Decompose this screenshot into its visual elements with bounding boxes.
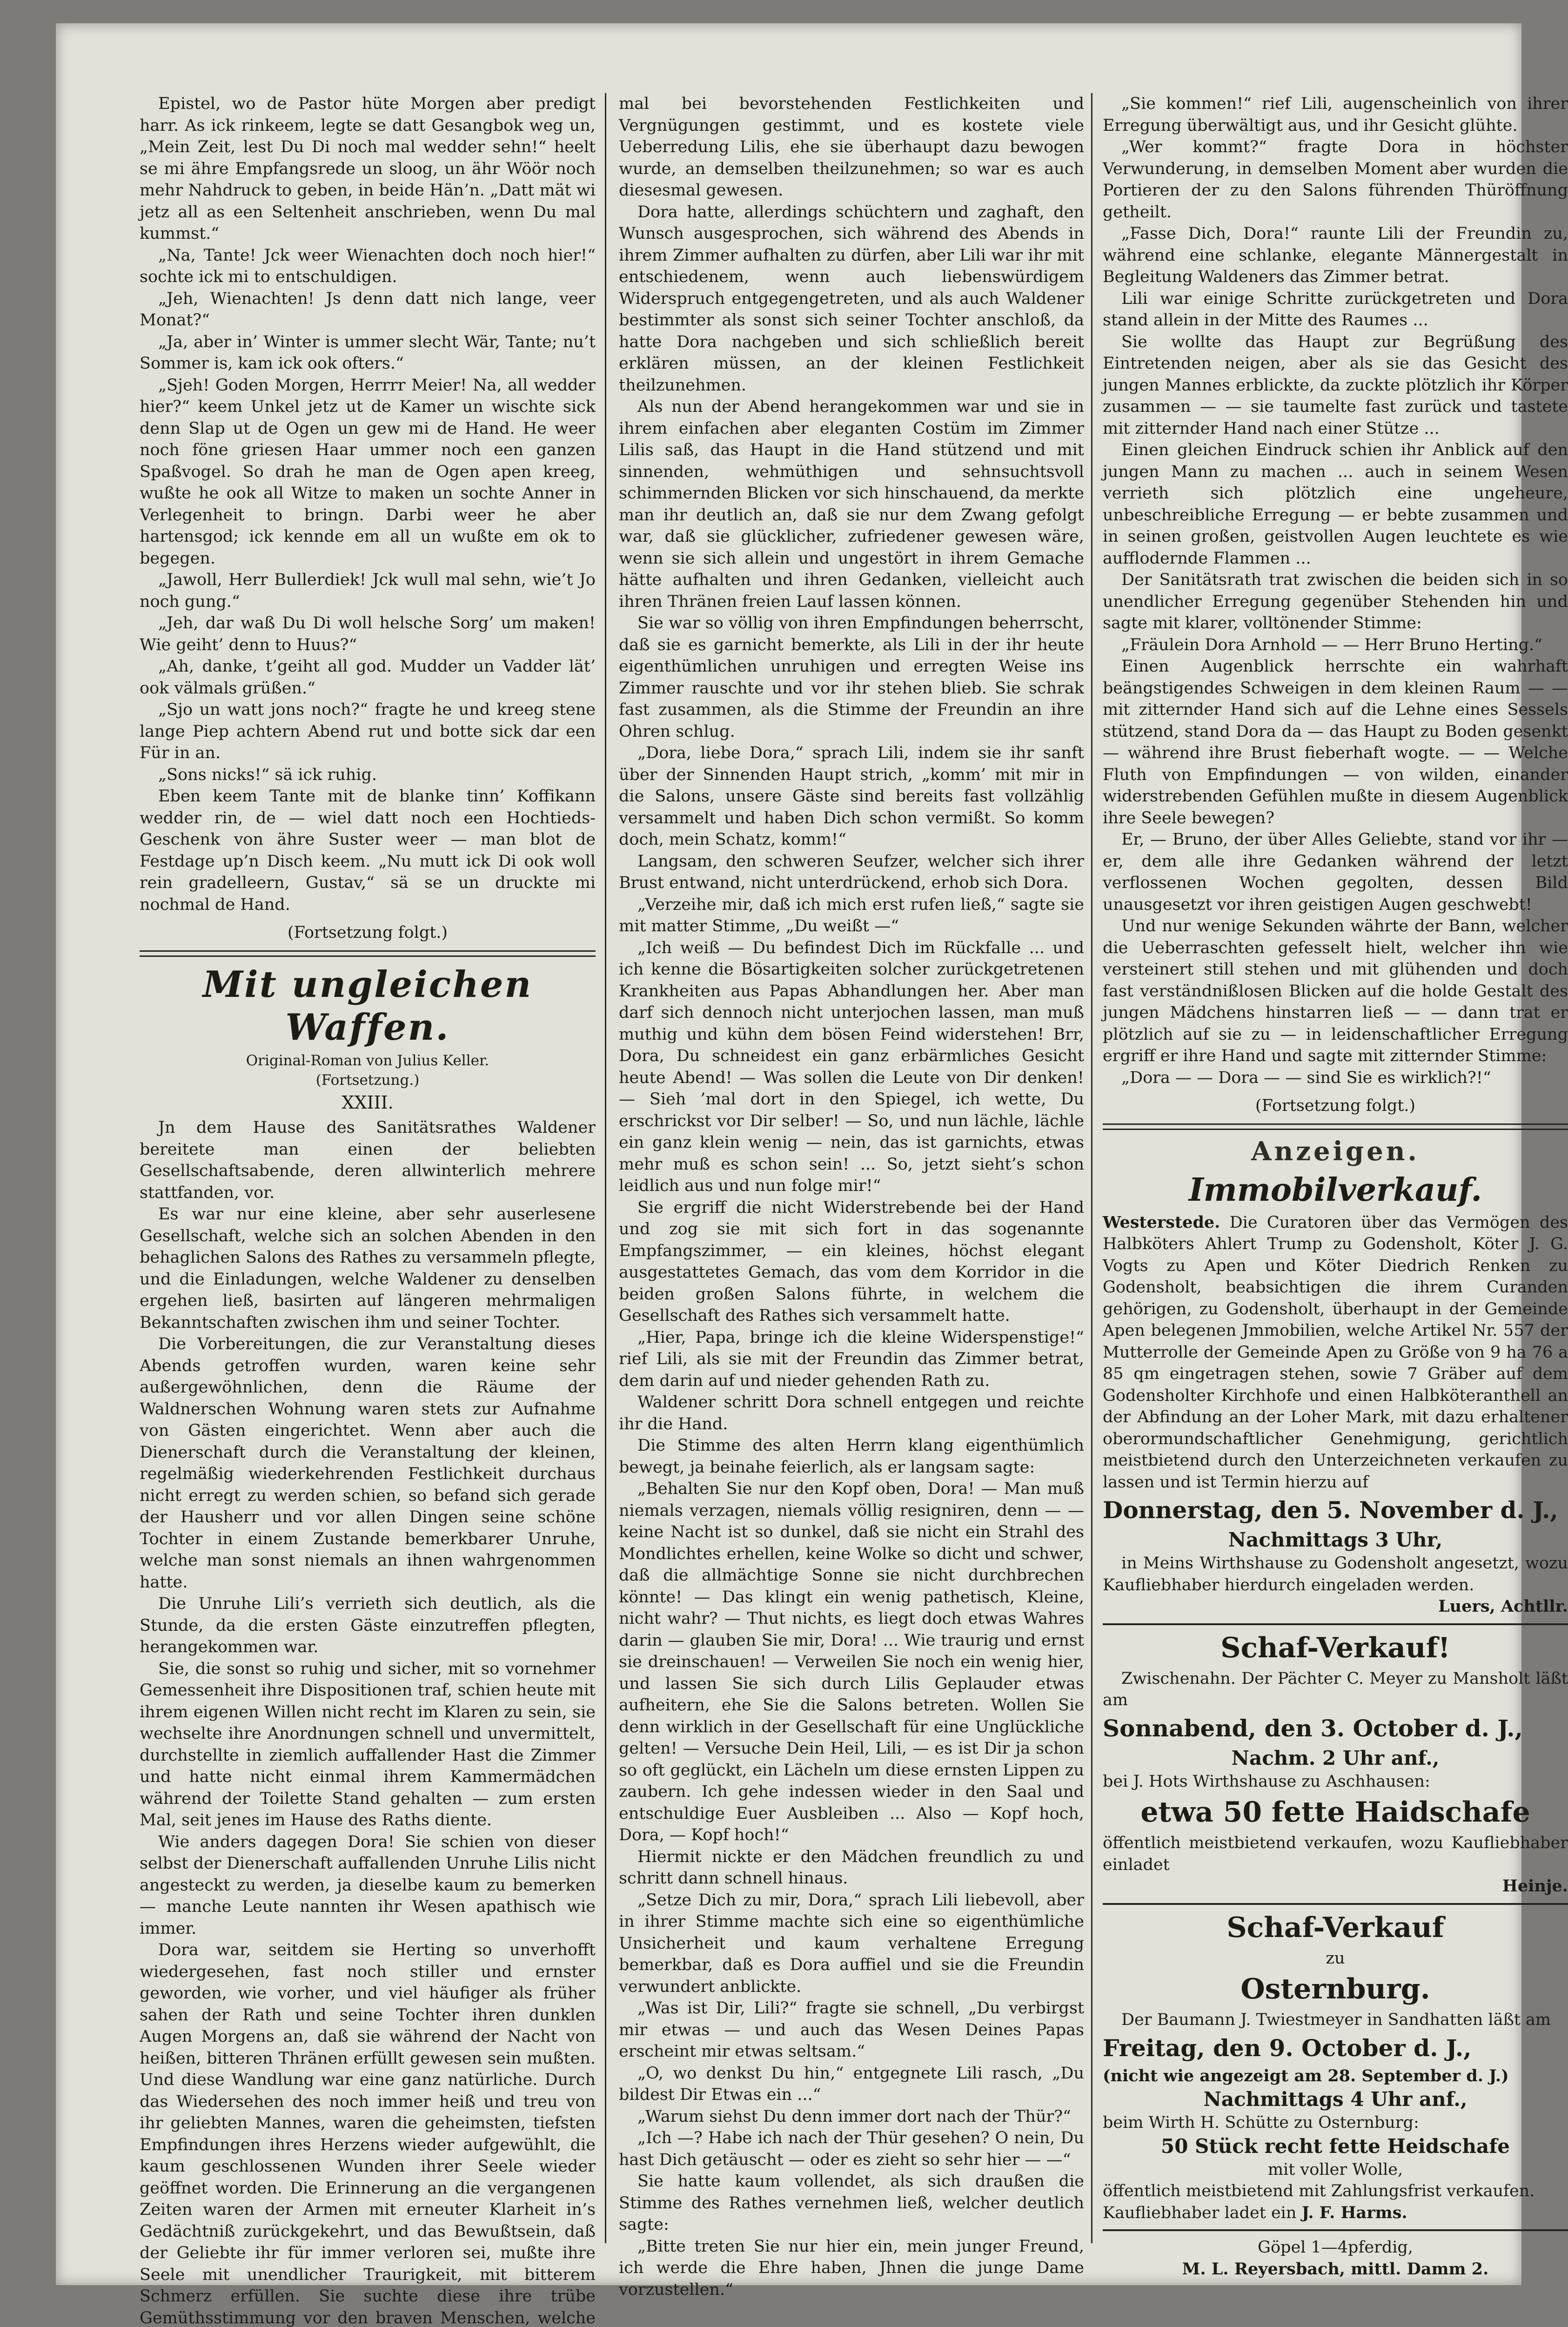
ad-title-schaf-verkauf: Schaf-Verkauf! [1220, 1631, 1450, 1664]
dialect-paragraph: „Ah, danke, t’geiht all god. Mudder un Vadder lät’ ook välmals grüßen.“ [140, 657, 596, 698]
novel-paragraph: „Dora — — Dora — — sind Sie es wirklich?!“ [1121, 1068, 1491, 1087]
novel-paragraph: „Dora, liebe Dora,“ sprach Lili, indem sie ihr sanft über der Sinnenden Haupt strich, „komm’ mit mir in die Salons, unsere Gäste sind bereits fast vollzählig versammelt und haben Dich schon vermißt. So komm doch, mein Schatz, komm!“ [619, 744, 1084, 849]
dialect-paragraph: „Na, Tante! Jck weer Wienachten doch noch hier!“ sochte ick mi to entschuldigen. [140, 246, 596, 286]
ad-signature: Heinje. [1502, 1876, 1568, 1896]
dialect-paragraph: Eben keem Tante mit de blanke tinn’ Koffikann wedder rin, de — wiel datt noch een Hochtieds-Geschenk von ähre Suster weer — man blot de Festdage up’n Disch keem. „Nu mutt ick Di ook woll rein gradelleern, Gustav,“ sä se un druckte mi nochmal de Hand. [140, 787, 596, 914]
novel-paragraph: „Verzeihe mir, daß ich mich erst rufen ließ,“ sagte sie mit matter Stimme, „Du weißt —“ [619, 895, 1084, 935]
novel-paragraph: Waldener schritt Dora schnell entgegen und reichte ihr die Hand. [619, 1393, 1084, 1433]
novel-paragraph: „Bitte treten Sie nur hier ein, mein junger Freund, ich werde die Ehre haben, Jhnen die junge Dame vorzustellen.“ [619, 2237, 1084, 2299]
novel-paragraph: „Hier, Papa, bringe ich die kleine Widerspenstige!“ rief Lili, als sie mit der Freundin das Zimmer betrat, dem darin auf und nieder gehenden Rath zu. [619, 1328, 1084, 1390]
novel-paragraph: „Wer kommt?“ fragte Dora in höchster Verwunderung, in demselben Moment aber wurden die Portieren der zu den Salons führenden Thüröffnung getheilt. [1103, 138, 1568, 222]
dialect-paragraph: „Sjeh! Goden Morgen, Herrrr Meier! Na, all wedder hier?“ keem Unkel jetz ut de Kamer un wischte sick denn Slap ut de Ogen un gew mi de Hand. He weer noch föne griesen Haar ummer noch een ganzen Spaßvogel. So drah he man de Ogen apen kreeg, wußte he ook all Witze to maken un sochte Anner in Verlegenheit to bringn. Darbi weer he aber hartensgod; ick kennde em all un wußte em ok to begegen. [140, 376, 596, 568]
novel-paragraph: Der Sanitätsrath trat zwischen die beiden sich in so unendlicher Erregung gegenüber Stehenden hin und sagte mit klarer, volltönender Stimme: [1103, 571, 1568, 632]
chapter-number: XXIII. [342, 1092, 394, 1113]
novel-paragraph: Hiermit nickte er den Mädchen freundlich zu und schritt dann schnell hinaus. [619, 1847, 1084, 1888]
ad-goepel-seller: M. L. Reyersbach, mittl. Damm 2. [1182, 2259, 1489, 2279]
dialect-paragraph: Epistel, wo de Pastor hüte Morgen aber predigt harr. As ick rinkeem, legte se datt Gesangbok weg un, „Mein Zeit, lest Du Di noch mal wedder sehn!“ heelt se mi ähre Empfangsrede un sloog, un ähr Wöör noch mehr Nahdruck to geben, in beide Hän’n. „Datt mät wi jetz all as een Seltenheit anschrieben, wenn Du mal kummst.“ [140, 94, 596, 243]
dialect-paragraph: „Jeh, dar waß Du Di woll helsche Sorg’ um maken! Wie geiht’ denn to Huus?“ [140, 614, 596, 654]
ad-time: Nachm. 2 Uhr anf., [1231, 1746, 1440, 1769]
ad-date: Sonnabend, den 3. October d. J., [1103, 1714, 1523, 1742]
section-divider [1103, 1123, 1568, 1130]
ad-time: Nachmittags 3 Uhr, [1228, 1528, 1443, 1551]
ad-note: (nicht wie angezeigt am 28. September d. J.) [1103, 2066, 1509, 2085]
novel-paragraph: Die Unruhe Lili’s verrieth sich deutlich, als die Stunde, da die ersten Gäste einzutreffen pflegten, herangekommen war. [140, 1594, 596, 1656]
novel-paragraph: Sie, die sonst so ruhig und sicher, mit so vornehmer Gemessenheit ihre Dispositionen traf, schien heute mit ihrem eigenen Willen nicht recht im Klaren zu sein, sie wechselte ihre Anordnungen schnell und unvermittelt, durchstellte in ziemlich auffallender Hast die Zimmer und hatte nicht einmal ihrem Kammermädchen während der Toilette Stand gehalten — zum ersten Mal, seit jenes im Hause des Raths diente. [140, 1659, 596, 1829]
ad-text: Zwischenahn. Der Pächter C. Meyer zu Mansholt läßt am [1103, 1669, 1568, 1709]
novel-paragraph: „Warum siehst Du denn immer dort nach der Thür?“ [637, 2107, 1071, 2126]
novel-paragraph: „Setze Dich zu mir, Dora,“ sprach Lili liebevoll, aber in ihrer Stimme machte sich eine so eigenthümliche Unsicherheit und kaum verhaltene Erregung bemerkbar, daß es Dora auffiel und sie die Freundin verwundert anblickte. [619, 1890, 1084, 1996]
ad-signature: J. F. Harms. [1301, 2203, 1407, 2222]
novel-paragraph: Jn dem Hause des Sanitätsrathes Waldener bereitete man einen der beliebten Gesellschaftsabende, deren allwinterlich mehrere stattfanden, vor. [140, 1118, 596, 1202]
novel-title: Mit ungleichen Waffen. [202, 963, 533, 1049]
novel-paragraph: Er, — Bruno, der über Alles Geliebte, stand vor ihr — er, dem alle ihre Gedanken während der letzt verflossenen Wochen gegolten, dessen Bild unausgesetzt vor ihren geistigen Augen geschwebt! [1103, 830, 1568, 914]
ad-text: bei J. Hots Wirthshause zu Aschhausen: [1103, 1772, 1430, 1791]
ad-signature: Luers, Achtllr. [1438, 1597, 1568, 1616]
novel-paragraph: „Sie kommen!“ rief Lili, augenscheinlich von ihrer Erregung überwältigt aus, und ihr Gesicht glühte. [1103, 94, 1568, 135]
novel-subtitle: Original-Roman von Julius Keller. [246, 1052, 489, 1069]
ad-title-immobilverkauf: Immobilverkauf. [1189, 1171, 1482, 1209]
novel-paragraph: Sie hatte kaum vollendet, als sich draußen die Stimme des Rathes vernehmen ließ, welcher deutlich sagte: [619, 2172, 1084, 2234]
novel-paragraph: „Ich weiß — Du befindest Dich im Rückfalle ... und ich kenne die Bösartigkeiten solcher zurückgetretenen Krankheiten aus Papas Abhandlungen her. Aber man darf sich dennoch nicht unterjochen lassen, man muß muthig und kühn dem bösen Feind widerstehen! Brr, Dora, Du schneidest ein ganz erbärmliches Gesicht heute Abend! — Was sollen die Leute von Dir denken! — Sieh ’mal dort in den Spiegel, ich wette, Du erschrickst vor Dir selber! — So, und nun lächle, lächle ein ganz klein wenig — nein, das ist garnichts, etwas mehr muß es schon sein! ... So, jetzt sieht’s schon leidlich aus und nun folge mir!“ [619, 938, 1084, 1195]
continuation-label: (Fortsetzung.) [315, 1071, 420, 1089]
column-middle [619, 93, 1084, 2299]
newspaper-page [56, 23, 1568, 2327]
ad-divider [1103, 1903, 1568, 1905]
novel-paragraph: „Fasse Dich, Dora!“ raunte Lili der Freundin zu, während eine schlanke, elegante Männergestalt in Begleitung Waldeners das Zimmer betrat. [1103, 224, 1568, 286]
ad-date: Freitag, den 9. October d. J., [1103, 2034, 1472, 2062]
ad-location: in Meins Wirthshause zu Godensholt angesetzt, wozu Kaufliebhaber hierdurch eingeladen werden. [1103, 1554, 1568, 1594]
dialect-paragraph: „Sjo un watt jons noch?“ fragte he und kreeg stene lange Piep achtern Abend rut und botte sick dar een Für in an. [140, 700, 596, 762]
novel-paragraph: „O, wo denkst Du hin,“ entgegnete Lili rasch, „Du bildest Dir Etwas ein ...“ [619, 2064, 1084, 2104]
novel-paragraph: Dora war, seitdem sie Herting so unverhofft wiedergesehen, fast noch stiller und ernster geworden, wie vorher, und viel häufiger als früher sahen der Rath und seine Tochter ihren dunklen Augen Morgens an, daß sie während der Nacht von heißen, bitteren Thränen erfüllt gewesen sein mußten. Und diese Wandlung war eine ganz natürliche. Durch das Wiedersehen des noch immer heiß und treu von ihr geliebten Mannes, waren die geheimsten, tiefsten Empfindungen ihres Herzens wieder aufgewühlt, die kaum geschlossenen Wunden ihrer Seele wieder geöffnet worden. Die Erinnerung an die vergangenen Zeiten waren der Armen mit erneuter Klarheit in’s Gedächtniß zurückgekehrt, und das Bewußtsein, daß der Geliebte ihr für immer verloren sei, mußte ihre Seele mit unendlicher Traurigkeit, mit bitterem Schmerz erfüllen. Sie suchte diese ihre trübe Gemüthsstimmung vor den braven Menschen, welche [140, 1941, 596, 2327]
ad-place: Westerstede. [1103, 1212, 1220, 1232]
novel-paragraph: Als nun der Abend herangekommen war und sie in ihrem einfachen aber eleganten Costüm im Zimmer Lilis saß, das Haupt in die Hand stützend und mit sinnenden, wehmüthigen und sehnsuchtsvoll schimmernden Blicken vor sich hinschauend, da merkte man ihr deutlich an, daß sie nur dem Zwang gefolgt war, daß sie glücklicher, zufriedener gewesen wäre, wenn sie sich allein und ungestört in ihrem Gemache hätte aufhalten und ihren Gedanken, vielleicht auch ihren Thränen freien Lauf lassen können. [619, 397, 1084, 611]
novel-paragraph: Die Stimme des alten Herrn klang eigenthümlich bewegt, ja beinahe feierlich, als er langsam sagte: [619, 1436, 1084, 1477]
ad-place-heading: Osternburg. [1240, 1973, 1430, 2005]
novel-paragraph: „Ich —? Habe ich nach der Thür gesehen? O nein, Du hast Dich getäuscht — oder es zieht so sehr hier — —“ [619, 2129, 1084, 2169]
novel-paragraph: Langsam, den schweren Seufzer, welcher sich ihrer Brust entwand, nicht unterdrückend, erhob sich Dora. [619, 852, 1084, 892]
novel-paragraph: Lili war einige Schritte zurückgetreten und Dora stand allein in der Mitte des Raumes ... [1103, 289, 1568, 330]
novel-paragraph: Sie wollte das Haupt zur Begrüßung des Eintretenden neigen, aber als sie das Gesicht des jungen Mannes erblickte, da zuckte plötzlich ihr Körper zusammen — — sie taumelte fast zurück und tastete mit zitternder Hand nach einer Stütze ... [1103, 332, 1568, 438]
novel-paragraph: Einen gleichen Eindruck schien ihr Anblick auf den jungen Mann zu machen ... auch in seinem Wesen verrieth sich plötzlich eine ungeheure, unbeschreibliche Erregung — er bebte zusammen und in seinen großen, geistvollen Augen leuchtete es wie aufflodernde Flammen ... [1103, 441, 1568, 568]
novel-paragraph: „Behalten Sie nur den Kopf oben, Dora! — Man muß niemals verzagen, niemals völlig resigniren, denn — — keine Nacht ist so dunkel, daß sie nicht ein Strahl des Mondlichtes erhellen, keine Wolke so dicht und schwer, daß die allmächtige Sonne sie nicht durchbrechen könnte! — Das klingt ein wenig pathetisch, Kleine, nicht wahr? — Thut nichts, es liegt doch etwas Wahres darin — glauben Sie mir, Dora! ... Wie traurig und ernst sie dreinschauen! — Verweilen Sie noch ein wenig hier, und lassen Sie sich durch Lilis Geplauder etwas aufheitern, ehe Sie die Salons betreten. Wollen Sie denn wirklich in der Gesellschaft für eine Unglückliche gelten! — Versuche Dein Heil, Lili, — es ist Dir ja schon so oft geglückt, ein Lächeln um diese ernsten Lippen zu zaubern. Ich gehe indessen wieder in den Saal und entschuldige Euer Ausbleiben ... Also — Kopf hoch, Dora, — Kopf hoch!“ [619, 1480, 1084, 1844]
ad-time: Nachmittags 4 Uhr anf., [1203, 2088, 1467, 2111]
novel-paragraph: Sie war so völlig von ihren Empfindungen beherrscht, daß sie es garnicht bemerkte, als Lili in der ihr heute eigenthümlichen unruhigen und erregten Weise ins Zimmer rauschte und vor ihr stehen blieb. Sie schrak fast zusammen, als die Stimme der Freundin an ihre Ohren schlug. [619, 614, 1084, 741]
ad-text: öffentlich meistbietend mit Zahlungsfrist verkaufen. [1103, 2182, 1535, 2200]
novel-paragraph: Dora hatte, allerdings schüchtern und zaghaft, den Wunsch ausgesprochen, sich während des Abends in ihrem Zimmer aufhalten zu dürfen, aber Lili war ihr mit entschiedenem, wenn auch liebenswürdigem Widerspruch entgegengetreten, und als auch Waldener bestimmter als sonst sich seiner Tochter anschloß, da hatte Dora nachgeben und sich schließlich bereit erklären müssen, an der kleinen Festlichkeit theilzunehmen. [619, 202, 1084, 395]
ad-highlight: etwa 50 fette Haidschafe [1140, 1796, 1530, 1829]
dialect-paragraph: „Jawoll, Herr Bullerdiek! Jck wull mal sehn, wie’t Jo noch gung.“ [140, 571, 596, 611]
ad-date: Donnerstag, den 5. November d. J., [1103, 1496, 1558, 1524]
ads-heading: Anzeigen. [1251, 1136, 1420, 1167]
ad-text: Die Curatoren über das Vermögen des Halbköters Ahlert Trump zu Godensholt, Köter J. G. Vogts zu Apen und Köter Diedrich Renken zu Godensholt, beabsichtigen die ihrem Curanden gehörigen, zu Godensholt, überhaupt in der Gemeinde Apen belegenen Jmmobilien, welche Artikel Nr. 557 der Mutterrolle der Gemeinde Apen zu Größe von 9 ha 76 a 85 qm eingetragen stehen, sowie 7 Gräber auf dem Godensholter Kirchhofe und einen Halbköteranthell an der Abfindung an der Loher Mark, mit dazu erhaltener oberormundschaftlicher Genehmigung, gerichtlich meistbietend durch den Unterzeichneten verkaufen zu lassen und ist Termin hierzu auf [1103, 1213, 1568, 1492]
ad-text: öffentlich meistbietend verkaufen, wozu Kaufliebhaber einladet [1103, 1834, 1568, 1874]
novel-paragraph: Und nur wenige Sekunden währte der Bann, welcher die Ueberraschten gefesselt hielt, welcher ihn wie versteinert still stehen und mit glühenden und doch fast verständnißlosen Blicken auf die holde Gestalt des jungen Mädchens hinstarren ließ — — dann trat er plötzlich auf sie zu — in leidenschaftlicher Erregung ergriff er ihre Hand und sagte mit zitternder Stimme: [1103, 917, 1568, 1065]
ad-goepel: Göpel 1—4pferdig, [1258, 2238, 1413, 2257]
dialect-paragraph: „Sons nicks!“ sä ick ruhig. [158, 765, 377, 784]
dialect-paragraph: „Ja, aber in’ Winter is ummer slecht Wär, Tante; nu’t Sommer is, kam ick ook ofters.“ [140, 332, 596, 373]
novel-paragraph: Es war nur eine kleine, aber sehr auserlesene Gesellschaft, welche sich an solchen Abenden in den behaglichen Salons des Rathes zu versammeln pflegte, und die Einladungen, welche Waldener zu denselben ergehen ließ, basirten auf längeren mehrmaligen Bekanntschaften zwischen ihm und seiner Tochter. [140, 1205, 596, 1332]
novel-paragraph: „Was ist Dir, Lili?“ fragte sie schnell, „Du verbirgst mir etwas — und auch das Wesen Deines Papas erscheint mir etwas seltsam.“ [619, 1999, 1084, 2061]
continued-note: (Fortsetzung folgt.) [1255, 1096, 1416, 1115]
novel-paragraph: „Fräulein Dora Arnhold — — Herr Bruno Herting.“ [1121, 635, 1543, 654]
novel-paragraph: Wie anders dagegen Dora! Sie schien von dieser selbst der Dienerschaft auffallenden Unruhe Lilis nicht angesteckt zu werden, ja dieselbe kaum zu bemerken — manche Leute nannten ihr Wesen apathisch wie immer. [140, 1832, 596, 1938]
novel-paragraph: Die Vorbereitungen, die zur Veranstaltung dieses Abends getroffen wurden, waren keine sehr außergewöhnlichen, denn die Räume der Waldnerschen Wohnung waren stets zur Aufnahme von Gästen eingerichtet. Wenn aber auch die Dienerschaft durch die Veranstaltung der kleinen, regelmäßig wiederkehrenden Festlichkeit durchaus nicht erregt zu werden schien, so befand sich gerade der Hausherr und vor allen Dingen seine schöne Tochter in einem Zustande bemerkbarer Unruhe, welche man sonst niemals an ihnen wahrgenommen hatte. [140, 1335, 596, 1592]
ad-text: Kaufliebhaber ladet ein [1103, 2203, 1297, 2222]
ad-title-schaf-verkauf-2: Schaf-Verkauf [1226, 1911, 1444, 1944]
continued-note: (Fortsetzung folgt.) [287, 923, 448, 942]
dialect-paragraph: „Jeh, Wienachten! Js denn datt nich lange, veer Monat?“ [140, 289, 596, 330]
ad-highlight: 50 Stück recht fette Heidschafe [1160, 2134, 1510, 2158]
ad-text: mit voller Wolle, [1267, 2160, 1403, 2179]
column-rule-1 [605, 93, 606, 2243]
column-right [1103, 93, 1568, 2279]
novel-paragraph: Einen Augenblick herrschte ein wahrhaft beängstigendes Schweigen in dem kleinen Raum — — mit zitternder Hand sich auf die Lehne eines Sessels stützend, stand Dora da — das Haupt zu Boden gesenkt — während ihre Brust fieberhaft wogte. — — Welche Fluth von Empfindungen — von wilden, einander widerstrebenden Gefühlen mußte in diesem Augenblick ihre Seele bewegen? [1103, 657, 1568, 827]
ad-divider [1103, 2229, 1568, 2231]
novel-paragraph: mal bei bevorstehenden Festlichkeiten und Vergnügungen gestimmt, und es kostete viele Ueberredung Lilis, ehe sie überhaupt dazu bewogen wurde, an demselben theilzunehmen; so war es auch diesesmal gewesen. [619, 94, 1084, 200]
ad-divider [1103, 1623, 1568, 1625]
ad-text: beim Wirth H. Schütte zu Osternburg: [1103, 2113, 1419, 2132]
novel-paragraph: Sie ergriff die nicht Widerstrebende bei der Hand und zog sie mit sich fort in das sogenannte Empfangszimmer, — ein kleines, höchst elegant ausgestattetes Gemach, das vom dem Korridor in die beiden großen Salons führte, in welchem die Gesellschaft des Rathes sich versammelt hatte. [619, 1198, 1084, 1325]
ad-zu: zu [1326, 1949, 1345, 1968]
column-left [140, 93, 596, 2327]
column-rule-2 [1091, 93, 1092, 2243]
section-divider [140, 950, 596, 957]
ad-text: Der Baumann J. Twiestmeyer in Sandhatten läßt am [1121, 2011, 1551, 2029]
